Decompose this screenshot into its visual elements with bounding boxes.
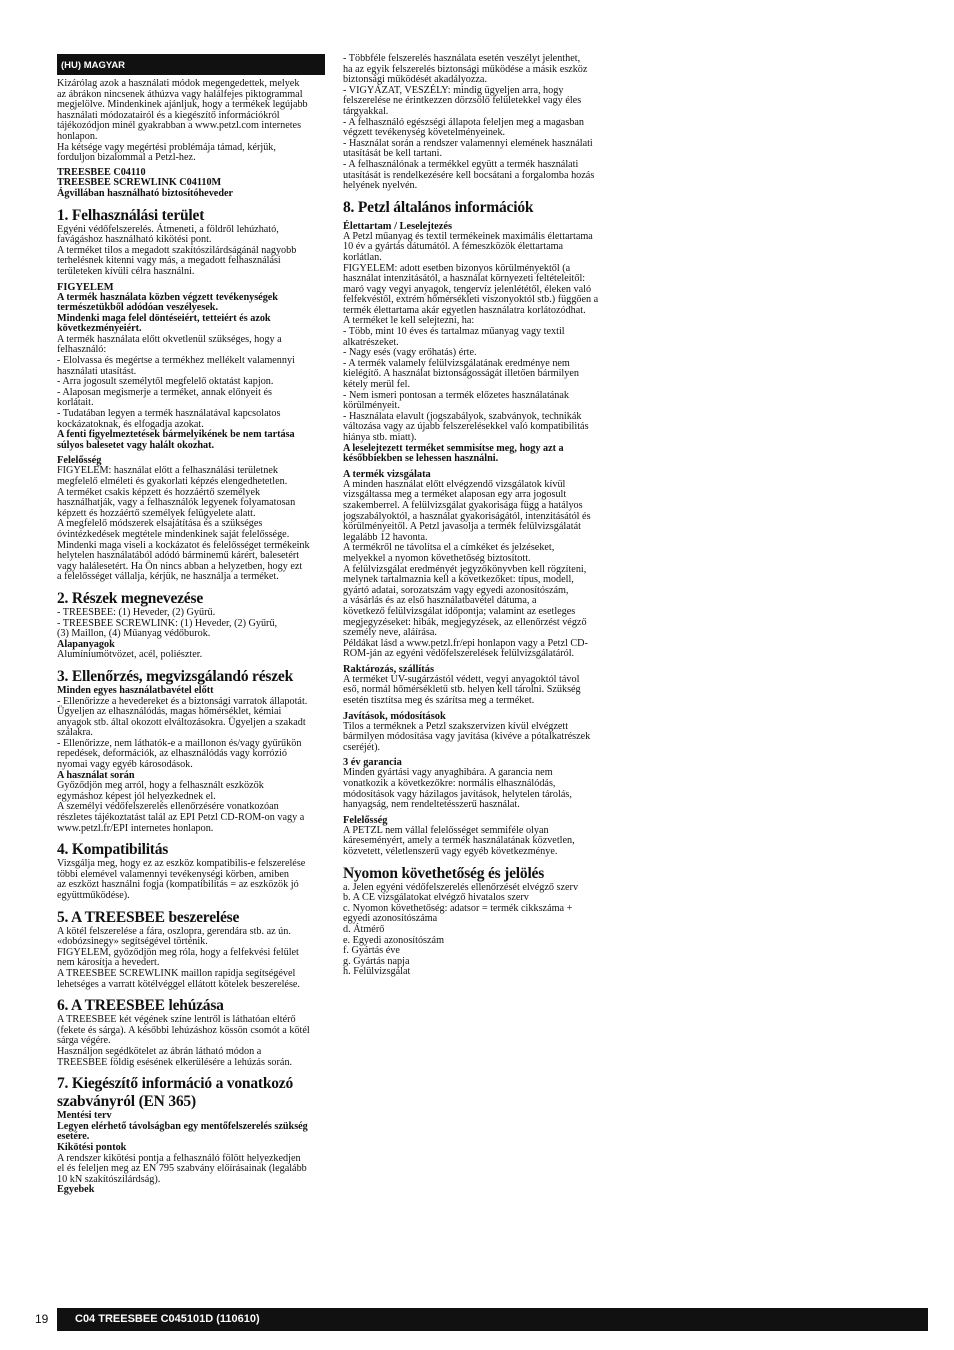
section-7-rescue-text: Legyen elérhető távolságban egy mentőfelszerelés szükség esetére.: [57, 1120, 308, 1143]
section-8-storage-heading: Raktározás, szállítás: [343, 663, 435, 675]
section-2-materials: Alumíniumötvözet, acél, poliészter.: [57, 649, 203, 661]
section-7-rescue-heading: Mentési terv: [57, 1110, 112, 1122]
section-8-lifetime-heading: Élettartam / Leselejtezés: [343, 220, 453, 232]
section-8-responsibility-heading: Felelősség: [343, 814, 388, 826]
section-3-title: 3. Ellenőrzés, megvizsgálandó részek: [57, 667, 294, 685]
section-7-anchor-heading: Kikötési pontok: [57, 1141, 127, 1153]
section-8-title: 8. Petzl általános információk: [343, 198, 534, 216]
section-8-lifetime-text: A Petzl műanyag és textil termékeinek maximális élettartama 10 év a gyártás dátumától. A fémeszközök élettartama korlátlan. FIGYELEM: adott esetben bizonyos körülményektől (a használat intenzitásától, a használat környezeti feltételeitől: maró vagy vegyi anyagok, tengervíz jelenlététől, éleken való felfekvéstől, extrém hőmérsékleti viszonyoktól stb.) függően a termék élettartama akár egyetlen használatra korlátozódhat. A terméket le kell selejtezni, ha: - Több, mint 10 éves és tartalmaz műanyag vagy textil alkatrészeket. - Nagy esés (vagy erőhatás) érte. - A termék valamely felülvizsgálatának eredménye nem kielégítő. A használat biztonságosságát illetően bármilyen kétely merül fel. - Nem ismeri pontosan a termék előzetes használatának körülményeit. - Használata elavult (jogszabályok, szabványok, technikák változása vagy az újabb felszerelésekkel való kompatibilitás hiánya stb. miatt).: [343, 230, 599, 443]
intro-text: Kizárólag azok a használati módok megengedettek, melyek az ábrákon nincsenek áthúzva vagy halálfejes piktogrammal megjelölve. Mindenkinek ajánljuk, hogy a termékek legújabb használati módozatairól és a kiegészítő információkról tájékozódjon minél gyakrabban a www.petzl.com internetes honlapon. Ha kétsége vagy megértési problémája támad, kérjük, forduljon bizalommal a Petzl-hez.: [57, 78, 308, 164]
section-7-other-heading: Egyebek: [57, 1184, 95, 1196]
section-6-text: A TREESBEE két végének színe lentről is láthatóan eltérő (fekete és sárga). A későbbi lehúzáshoz kössön csomót a kötél sárga végére. Használjon segédkötelet az ábrán látható módon a TREESBEE földig esésének elkerülésére a lehúzás során.: [57, 1014, 310, 1068]
section-5-text: A kötél felszerelése a fára, oszlopra, gerendára stb. az ún. «dobózsinegy» segítségével történik. FIGYELEM, győződjön meg róla, hogy a felfekvési felület nem károsítja a hevedert. A TREESBEE SCREWLINK maillon rapidja segítségével lehetséges a varratt kötélvéggel ellátott kötelek beszerelése.: [57, 925, 300, 990]
section-1-warning-text: A termék használata közben végzett tevékenységek természetükből adódóan veszélyesek. Mindenki maga felel döntéseiért, tetteiért és azok következményeiért.: [57, 291, 278, 335]
section-8-inspection-heading: A termék vizsgálata: [343, 468, 431, 480]
section-3-before-use-heading: Minden egyes használatbavétel előtt: [57, 684, 214, 696]
section-4-text: Vizsgálja meg, hogy ez az eszköz kompatibilis-e felszerelése többi elemével valamennyi tevékenységi körben, amiben az eszközt használni fogja (kompatibilitás = az eszközök jó együttműködése).: [57, 858, 306, 901]
section-7-title: 7. Kiegészítő információ a vonatkozó szabványról (EN 365): [57, 1075, 294, 1111]
section-5-title: 5. A TREESBEE beszerelése: [57, 908, 240, 926]
section-8-guarantee-heading: 3 év garancia: [343, 757, 402, 769]
footer-bar: C04 TREESBEE C045101D (110610): [57, 1308, 928, 1331]
section-8-guarantee-text: Minden gyártási vagy anyaghibára. A garancia nem vonatkozik a következőkre: normális elhasználódás, módosítások vagy házilagos javítások, helytelen tárolás, hanyagság, nem rendeltetésszerű használat.: [343, 767, 572, 811]
section-1-text: Egyéni védőfelszerelés. Átmeneti, a földről lehúzható, favágáshoz használható kikötési pont. A terméket tilos a megadott szakítószilárdságánál nagyobb terhelésnek kitenni vagy más, a megadott felhasználási területeken kívüli célra használni.: [57, 223, 297, 277]
section-1-title: 1. Felhasználási terület: [57, 206, 205, 224]
page-number: 19: [35, 1312, 49, 1326]
section-8-repairs-text: Tilos a terméknek a Petzl szakszervizen kívül elvégzett bármilyen módosítása vagy javítása (kivéve a pótalkatrészek cseréjét).: [343, 720, 591, 753]
section-8-destroy-warning: A leselejtezett terméket semmisítse meg, hogy azt a későbbiekben se lehessen használni.: [343, 442, 564, 465]
section-2-title: 2. Részek megnevezése: [57, 589, 204, 607]
section-1-responsibility-heading: Felelősség: [57, 455, 102, 467]
section-8-responsibility-text: A PETZL nem vállal felelősséget semmiféle olyan káreseményért, amely a termék használatának közvetlen, közvetett, véletlenszerű vagy egyéb következménye.: [343, 824, 575, 857]
product-names: TREESBEE C04110 TREESBEE SCREWLINK C04110M Ágvillában használható biztosítóheveder: [57, 166, 234, 199]
section-1-warning-heading: FIGYELEM: [57, 281, 114, 293]
right-column: [343, 54, 611, 978]
section-4-title: 4. Kompatibilitás: [57, 841, 169, 859]
section-1-prerequisites: A termék használata előtt okvetlenül szükséges, hogy a felhasználó: - Elolvassa és megértse a termékhez mellékelt valamennyi használati utasítást. - Arra jogosult személytől megfelelő oktatást kapjon. - Alaposan megismerje a terméket, annak előnyeit és korlátait. - Tudatában legyen a termék használatával kapcsolatos kockázatoknak, és elfogadja azokat.: [57, 333, 295, 430]
section-7-continued-text: - Többféle felszerelés használata esetén veszélyt jelenthet, ha az egyik felszerelés biztonsági működése a másik eszköz biztonsági működését akadályozza. - VIGYÁZAT, VESZÉLY: mindig ügyeljen arra, hogy felszerelése ne érintkezzen dörzsölő felületekkel vagy éles tárgyakkal. - A felhasználó egészségi állapota feleljen meg a magasban végzett tevékenység követelményeinek. - Használat során a rendszer valamennyi elemének használati utasítását be kell tartani. - A felhasználónak a termékkel együtt a termék használati utasítását is rendelkezésére kell bocsátani a forgalomba hozás helyének nyelvén.: [343, 53, 595, 192]
section-3-during-use-text: Győződjön meg arról, hogy a felhasznált eszközök egymáshoz képest jól helyezkednek el. A személyi védőfelszerelés ellenőrzésére vonatkozóan részletes tájékoztatást talál az EPI Petzl CD-ROM-on vagy a www.petzl.fr/EPI internetes honlapon.: [57, 780, 305, 834]
section-8-inspection-text: A minden használat előtt elvégzendő vizsgálatok kívül vizsgáltassa meg a terméket alaposan egy arra jogosult szakemberrel. A felülvizsgálat gyakorisága függ a hatályos jogszabályoktól, a használat gyakoriságától, intenzitásától és körülményeitől. A Petzl javasolja a termék felülvizsgálatát legalább 12 havonta. A termékről ne távolítsa el a címkéket és jelzéseket, melyekkel a nyomon követhetőség biztosított. A felülvizsgálat eredményét jegyzőkönyvben kell rögzíteni, melynek tartalmaznia kell a következőket: típus, modell, gyártó adatai, sorozatszám vagy egyedi azonosítószám, a vásárlás és az első használatbavétel dátuma, a következő felülvizsgálat időpontja; valamint az esetleges megjegyzéseket: hibák, megjegyzések, az ellenőrzést végző személy neve, aláírása. Példákat lásd a www.petzl.fr/epi honlapon vagy a Petzl CD- ROM-ján az egyéni védőfelszerelések felülvizsgálatáról.: [343, 478, 591, 660]
section-1-warning-consequence: A fenti figyelmeztetések bármelyikének be nem tartása súlyos balesetet vagy halált okozhat.: [57, 429, 295, 451]
section-3-before-use-text: - Ellenőrizze a hevedereket és a biztonsági varratok állapotát. Ügyeljen az elhasználódás, magas hőmérséklet, kémiai anyagok stb. által okozott elváltozásokra. Ügyeljen a szakadt szálakra. - Ellenőrizze, nem láthatók-e a maillonon és/vagy gyűrűkön repedések, deformációk, az elhasználódás vagy korrózió nyomai vagy egyéb károsodások.: [57, 695, 308, 771]
section-1-responsibility-text: FIGYELEM: használat előtt a felhasználási területnek megfelelő elméleti és gyakorlati képzés elengedhetetlen. A terméket csakis képzett és hozzáértő személyek használhatják, vagy a felhasználók legyenek folyamatosan képzett és hozzáértő személyek felügyelete alatt. A megfelelő módszerek elsajátítása és a szükséges óvintézkedések megtétele mindenkinek saját felelőssége. Mindenki maga viseli a kockázatot és felelősséget termékeink helytelen használatából adódó bárminemű kárért, balesetért vagy halálesetért. Ha Ön nincs abban a helyzetben, hogy ezt a felelősséget vállalja, kérjük, ne használja a terméket.: [57, 465, 310, 583]
section-8-storage-text: A terméket UV-sugárzástól védett, vegyi anyagoktól távol eső, normál hőmérsékletű stb. helyen kell tárolni. Szükség esetén tisztítsa meg és szárítsa meg a terméket.: [343, 673, 581, 707]
left-column: [57, 54, 325, 1196]
section-2-parts: - TREESBEE: (1) Heveder, (2) Gyűrű. - TREESBEE SCREWLINK: (1) Heveder, (2) Gyűrű, (3) Maillon, (4) Műanyag védőburok.: [57, 606, 278, 640]
section-traceability-list: a. Jelen egyéni védőfelszerelés ellenőrzését elvégző szerv b. A CE vizsgálatokat elvégző hivatalos szerv c. Nyomon követhetőség: adatsor = termék cikkszáma + egyedi azonosítószáma d. Átmérő e. Egyedi azonosítószám f. Gyártás éve g. Gyártás napja h. Felülvizsgálat: [343, 881, 579, 978]
section-8-repairs-heading: Javítások, módosítások: [343, 710, 446, 722]
section-7-anchor-text: A rendszer kikötési pontja a felhasználó fölött helyezkedjen el és feleljen meg az EN 795 szabvány előírásainak (legalább 10 kN szakítószilárdság).: [57, 1152, 307, 1185]
section-traceability-title: Nyomon követhetőség és jelölés: [343, 864, 545, 882]
language-header: (HU) MAGYAR: [57, 54, 325, 75]
section-3-during-use-heading: A használat során: [57, 769, 135, 781]
section-6-title: 6. A TREESBEE lehúzása: [57, 997, 224, 1015]
section-2-materials-heading: Alapanyagok: [57, 638, 115, 650]
